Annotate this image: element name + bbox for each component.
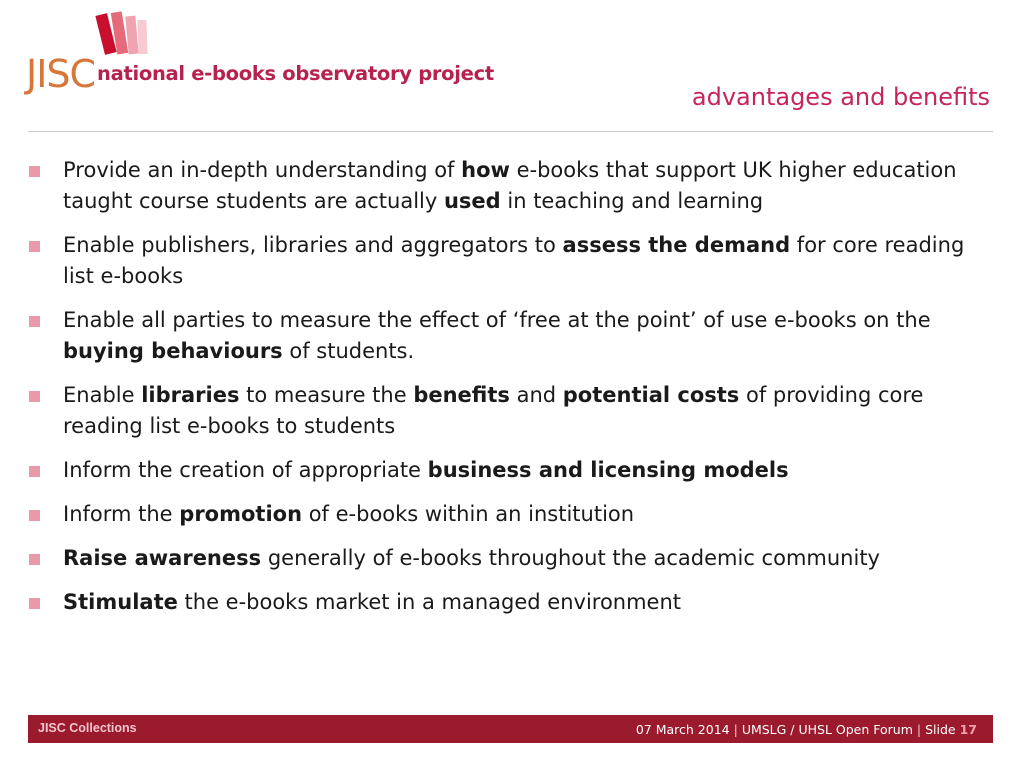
bullet-emphasis: Stimulate <box>63 590 178 614</box>
jisc-logo-text: JISC <box>26 52 96 96</box>
bullet-item <box>28 380 988 442</box>
bullet-square-icon <box>29 598 40 609</box>
bullet-text: of students. <box>282 339 415 363</box>
bullet-text: Enable publishers, libraries and aggregators to <box>63 233 563 257</box>
bullet-text: Inform the creation of appropriate <box>63 458 428 482</box>
bullet-square-icon <box>29 241 40 252</box>
bullet-emphasis: buying behaviours <box>63 339 283 363</box>
bullet-text: Enable <box>63 383 142 407</box>
footer-info <box>636 722 977 737</box>
bullet-square-icon <box>29 554 40 565</box>
bullet-emphasis: how <box>461 158 510 182</box>
bullet-square-icon <box>29 510 40 521</box>
footer-separator: | <box>916 722 922 737</box>
bullet-text: and <box>509 383 563 407</box>
bullet-emphasis: libraries <box>141 383 240 407</box>
bullet-emphasis: used <box>443 189 501 213</box>
bullet-square-icon <box>29 166 40 177</box>
bullet-item <box>28 499 988 530</box>
bullet-square-icon <box>29 466 40 477</box>
bullet-text: in teaching and learning <box>500 189 764 213</box>
project-name: national e-books observatory project <box>97 62 494 85</box>
footer-separator: | <box>733 722 738 737</box>
bullet-text: Inform the <box>63 502 180 526</box>
bullet-item <box>28 155 988 217</box>
bullet-emphasis: benefits <box>413 383 510 407</box>
bullet-square-icon <box>29 316 40 327</box>
bullet-text: e-books that support UK higher education taught course students are actually <box>63 158 957 213</box>
bullet-emphasis: promotion <box>179 502 303 526</box>
footer-organisation: JISC Collections <box>38 721 137 735</box>
bullet-item <box>28 230 988 292</box>
header-divider <box>28 131 993 132</box>
slide-title: advantages and benefits <box>691 83 990 111</box>
footer-date: 07 March 2014 <box>635 722 730 737</box>
bullet-text: of e-books within an institution <box>302 502 635 526</box>
bullet-text: of providing core reading list e-books to students <box>63 383 924 438</box>
footer-bar <box>28 715 993 743</box>
bullet-emphasis: assess the demand <box>562 233 791 257</box>
bullet-item <box>28 305 988 367</box>
bullet-emphasis: business and licensing models <box>427 458 789 482</box>
footer-slide-label: Slide <box>925 722 956 737</box>
bullet-list <box>28 155 988 631</box>
bullet-text: the e-books market in a managed environment <box>177 590 682 614</box>
bullet-emphasis: potential costs <box>562 383 740 407</box>
bullet-text: Enable all parties to measure the effect of ‘free at the point’ of use e-books on the <box>63 308 931 332</box>
footer-event: UMSLG / UHSL Open Forum <box>741 722 913 737</box>
bullet-item <box>28 543 988 574</box>
bullet-text: generally of e-books throughout the academic community <box>261 546 880 570</box>
bullet-item <box>28 455 988 486</box>
bullet-text: Provide an in-depth understanding of <box>63 158 462 182</box>
bullet-text: to measure the <box>239 383 414 407</box>
bullet-item <box>28 587 988 618</box>
bullet-text: for core reading list e-books <box>63 233 965 288</box>
books-logo-icon <box>92 6 152 62</box>
bullet-square-icon <box>29 391 40 402</box>
slide-number: 17 <box>959 722 977 737</box>
bullet-emphasis: Raise awareness <box>63 546 262 570</box>
